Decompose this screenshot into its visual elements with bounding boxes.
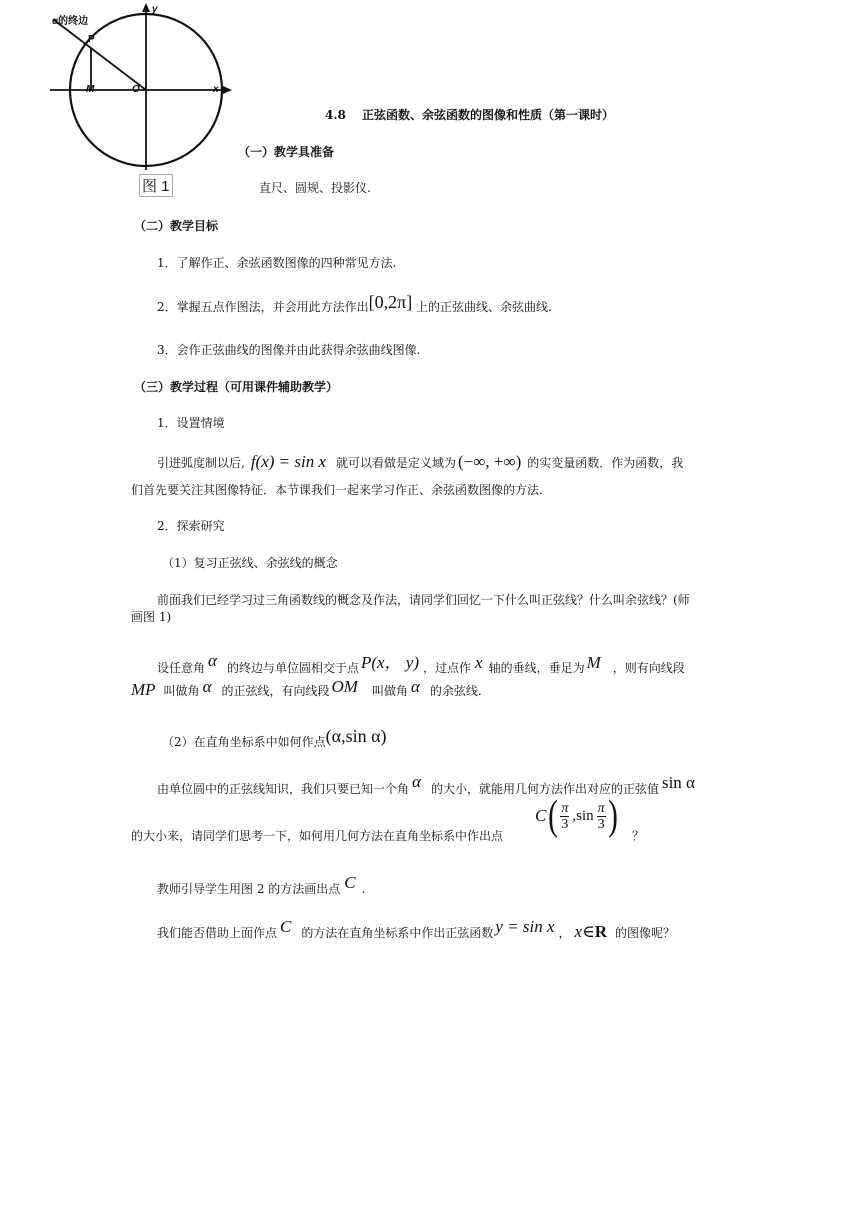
f-x-sin-x: f(x) = sin x (250, 452, 327, 471)
review-line-2: 画图 1) (131, 610, 172, 624)
alpha-symbol: α (208, 651, 217, 670)
x-in: x∈ (574, 922, 595, 941)
frac-den: 3 (561, 816, 569, 832)
final-question (157, 917, 675, 942)
goal-2-pre: 2．掌握五点作图法，并会用此方法作出 (157, 300, 369, 314)
def-g: 的正弦线，有向线段 (221, 684, 330, 698)
definition-line-2 (131, 677, 482, 700)
label-o: O (132, 84, 140, 95)
last-a: 我们能否借助上面作点 (157, 926, 278, 940)
point-c-expression (535, 791, 620, 841)
c-symbol: C (280, 917, 292, 936)
y-axis-arrow (142, 3, 150, 12)
intro-a: 引进弧度制以后, (157, 456, 245, 470)
c-symbol: C (344, 873, 356, 892)
point-p-x-y: P(x， y) (360, 653, 420, 672)
section-3-heading: （三）教学过程（可用课件辅助教学） (134, 380, 339, 394)
terminal-side-label: α的终边 (52, 16, 89, 27)
left-paren: ( (548, 793, 559, 839)
unit-b: 的大小，就能用几何方法作出对应的正弦值 (430, 782, 659, 796)
intro-c: 的实变量函数．作为函数，我 (527, 456, 684, 470)
fraction-pi-over-3-b (597, 801, 606, 832)
intro-line-2: 们首先要关注其图像特征．本节课我们一起来学习作正、余弦函数图像的方法. (131, 483, 543, 497)
question-mark: ？ (632, 829, 645, 843)
frac-den: 3 (597, 816, 605, 832)
domain-interval: (−∞, +∞) (458, 452, 522, 471)
step-1: 1．设置情境 (157, 416, 225, 430)
guide-line (157, 873, 365, 897)
y-sin-x: y = sin x (495, 917, 555, 936)
def-f: 叫做角 (163, 684, 200, 698)
def-c: ，过点作 (423, 661, 472, 675)
def-e: ，则有向线段 (612, 661, 685, 675)
sub-2-pre: （2）在直角坐标系中如何作点 (162, 735, 326, 749)
intro-line-1 (157, 452, 683, 472)
goal-1: 1．了解作正、余弦函数图像的四种常见方法. (157, 256, 397, 270)
unit-circle-line-2: 的大小来，请同学们思考一下，如何用几何方法在直角坐标系中作出点 (131, 829, 504, 843)
alpha-symbol: α (202, 677, 212, 696)
def-h: 叫做角 (371, 684, 408, 698)
point-alpha-sin-alpha: (α,sin α) (325, 726, 387, 746)
frac-num: π (561, 800, 569, 816)
def-i: 的余弦线. (429, 684, 482, 698)
alpha-symbol: α (410, 677, 420, 696)
guide-pre: 教师引导学生用图 2 的方法画出点 (157, 882, 341, 896)
section-2-heading: （二）教学目标 (134, 219, 219, 233)
x-axis-arrow (223, 86, 232, 94)
fraction-pi-over-3 (560, 801, 569, 832)
page-title: 4.8 正弦函数、余弦函数的图像和性质（第一课时） (325, 108, 615, 122)
mp-symbol: MP (131, 680, 156, 699)
definition-line-1 (157, 648, 685, 676)
om-symbol: OM (331, 677, 358, 696)
label-y: y (152, 4, 158, 15)
figure-caption: 图 1 (139, 174, 173, 197)
frac-num: π (597, 800, 605, 816)
unit-a: 由单位圆中的正弦线知识，我们只要已知一个角 (157, 782, 410, 796)
interval-0-2pi: [0,2π] (368, 292, 413, 312)
sub-1: （1）复习正弦线、余弦线的概念 (162, 556, 338, 570)
def-d: 轴的垂线，垂足为 (488, 661, 585, 675)
label-m: M (86, 84, 95, 95)
goal-2 (157, 292, 552, 315)
comma: ， (558, 926, 571, 940)
last-c: 的图像呢？ (614, 926, 675, 940)
goal-2-post: 上的正弦曲线、余弦曲线. (416, 300, 552, 314)
m-symbol: M (586, 653, 601, 672)
c-symbol: C (535, 806, 547, 825)
guide-post: . (361, 882, 366, 896)
sin-text: ,sin (572, 807, 594, 824)
def-a: 设任意角 (157, 661, 206, 675)
review-line-1: 前面我们已经学习过三角函数线的概念及作法，请同学们回忆一下什么叫正弦线？什么叫余弦线？(师 (157, 593, 690, 607)
sin-alpha: sin α (661, 773, 695, 792)
alpha-symbol: α (412, 772, 421, 791)
section-1-text: 直尺、圆规、投影仪. (259, 181, 371, 195)
section-1-heading: （一）教学具准备 (238, 145, 335, 159)
x-symbol: x (475, 653, 483, 672)
sub-2 (162, 726, 387, 750)
def-b: 的终边与单位圆相交于点 (226, 661, 359, 675)
step-2: 2．探索研究 (157, 519, 225, 533)
right-paren: ) (607, 793, 618, 839)
goal-3: 3．会作正弦曲线的图像并由此获得余弦曲线图像. (157, 343, 421, 357)
label-x: x (213, 84, 219, 95)
label-p: P (88, 34, 95, 45)
last-b: 的方法在直角坐标系中作出正弦函数 (301, 926, 494, 940)
intro-b: 就可以看做是定义域为 (336, 456, 457, 470)
real-numbers: R (594, 922, 607, 941)
